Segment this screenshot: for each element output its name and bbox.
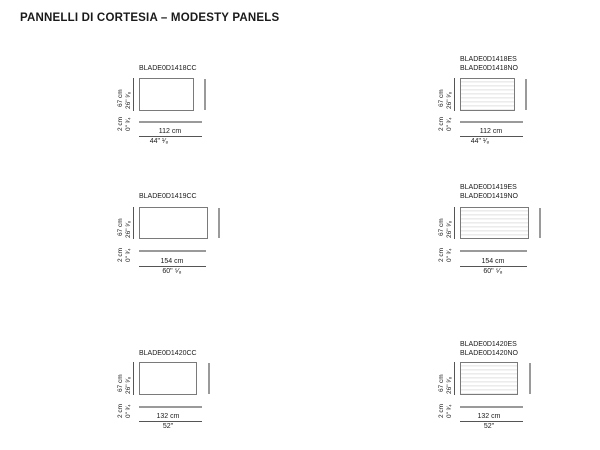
product-code: BLADE0D1420ES xyxy=(460,341,517,348)
width-in-label: 60" ⁵⁄₈ xyxy=(483,268,503,275)
width-in-label: 44" ¹⁄₈ xyxy=(470,138,490,145)
height-in-label: 26" ³⁄₈ xyxy=(446,220,453,238)
product-code: BLADE0D1418CC xyxy=(139,65,197,72)
width-cm-label: 154 cm xyxy=(160,258,184,265)
width-in-label: 60" ⁵⁄₈ xyxy=(162,268,182,275)
height-in-label: 26" ³⁄₈ xyxy=(446,91,453,109)
thickness-cm-label: 2 cm xyxy=(438,247,445,262)
product-code: BLADE0D1418ES xyxy=(460,56,517,63)
height-cm-label: 67 cm xyxy=(117,218,124,236)
product-code: BLADE0D1418NO xyxy=(460,65,518,72)
thickness-in-label: 0" ³⁄₄ xyxy=(446,117,453,131)
thickness-cm-label: 2 cm xyxy=(117,116,124,131)
panel-top-view xyxy=(139,406,202,408)
height-cm-label: 67 cm xyxy=(438,218,445,236)
width-cm-label: 112 cm xyxy=(158,128,182,135)
height-cm-label: 67 cm xyxy=(117,89,124,107)
panel-front-view-textured xyxy=(460,362,518,395)
width-dimension-line xyxy=(139,421,202,422)
panel-side-view xyxy=(539,208,541,238)
panel-front-view xyxy=(139,362,197,395)
thickness-in-label: 0" ³⁄₄ xyxy=(125,404,132,418)
height-dimension-line xyxy=(133,362,134,395)
thickness-in-label: 0" ³⁄₄ xyxy=(446,404,453,418)
product-code: BLADE0D1420CC xyxy=(139,350,197,357)
page-title: PANNELLI DI CORTESIA – MODESTY PANELS xyxy=(20,12,280,24)
panel-front-view-textured xyxy=(460,207,529,239)
panel-side-view xyxy=(218,208,220,238)
thickness-cm-label: 2 cm xyxy=(438,116,445,131)
height-cm-label: 67 cm xyxy=(438,374,445,392)
panel-top-view xyxy=(460,406,523,408)
panel-side-view xyxy=(208,363,210,394)
width-cm-label: 112 cm xyxy=(479,128,503,135)
height-dimension-line xyxy=(454,78,455,111)
product-code: BLADE0D1419CC xyxy=(139,193,197,200)
height-dimension-line xyxy=(133,78,134,111)
product-code: BLADE0D1419ES xyxy=(460,184,517,191)
panel-front-view xyxy=(139,207,208,239)
height-in-label: 26" ³⁄₈ xyxy=(125,220,132,238)
panel-front-view xyxy=(139,78,194,111)
panel-top-view xyxy=(139,121,202,123)
width-dimension-line xyxy=(460,421,523,422)
height-in-label: 26" ³⁄₈ xyxy=(446,376,453,394)
height-cm-label: 67 cm xyxy=(117,374,124,392)
width-cm-label: 132 cm xyxy=(477,413,501,420)
height-dimension-line xyxy=(454,362,455,395)
width-in-label: 52" xyxy=(483,423,495,430)
width-dimension-line xyxy=(139,136,202,137)
thickness-cm-label: 2 cm xyxy=(117,403,124,418)
width-in-label: 52" xyxy=(162,423,174,430)
panel-side-view xyxy=(204,79,206,110)
thickness-in-label: 0" ³⁄₄ xyxy=(125,117,132,131)
height-in-label: 26" ³⁄₈ xyxy=(125,376,132,394)
height-dimension-line xyxy=(454,207,455,239)
width-cm-label: 154 cm xyxy=(481,258,505,265)
product-code: BLADE0D1420NO xyxy=(460,350,518,357)
panel-top-view xyxy=(139,250,206,252)
height-in-label: 26" ³⁄₈ xyxy=(125,91,132,109)
width-dimension-line xyxy=(139,266,206,267)
thickness-cm-label: 2 cm xyxy=(438,403,445,418)
width-cm-label: 132 cm xyxy=(156,413,180,420)
panel-top-view xyxy=(460,250,527,252)
panel-side-view xyxy=(529,363,531,394)
height-dimension-line xyxy=(133,207,134,239)
width-dimension-line xyxy=(460,136,523,137)
panel-front-view-textured xyxy=(460,78,515,111)
panel-top-view xyxy=(460,121,523,123)
width-dimension-line xyxy=(460,266,527,267)
width-in-label: 44" ¹⁄₈ xyxy=(149,138,169,145)
height-cm-label: 67 cm xyxy=(438,89,445,107)
thickness-in-label: 0" ³⁄₄ xyxy=(125,248,132,262)
thickness-in-label: 0" ³⁄₄ xyxy=(446,248,453,262)
panel-side-view xyxy=(525,79,527,110)
product-code: BLADE0D1419NO xyxy=(460,193,518,200)
thickness-cm-label: 2 cm xyxy=(117,247,124,262)
